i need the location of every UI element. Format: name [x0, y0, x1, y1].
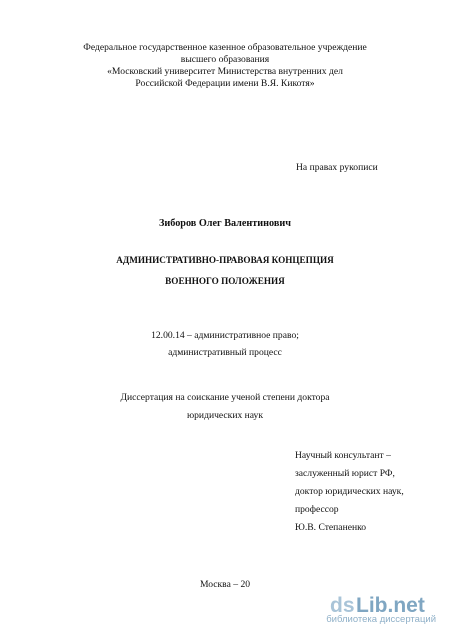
institution-line: Федеральное государственное казенное образовательное учреждение: [83, 42, 367, 53]
consultant-line: Научный консультант –: [295, 450, 391, 461]
consultant-line: профессор: [295, 504, 339, 515]
degree-block: [0, 392, 450, 422]
svg-text:Lib.net: Lib.net: [356, 594, 425, 616]
specialty-line: административный процесс: [168, 347, 282, 358]
degree-line: юридических наук: [186, 410, 264, 421]
title-line: АДМИНИСТРАТИВНО-ПРАВОВАЯ КОНЦЕПЦИЯ: [116, 255, 334, 265]
dissertation-title: [0, 254, 450, 287]
city-year: Москва – 20: [199, 579, 251, 590]
author-name: Зиборов Олег Валентинович: [159, 218, 291, 229]
consultant-line: доктор юридических наук,: [295, 486, 404, 497]
consultant-block: [295, 450, 404, 534]
consultant-line: заслуженный юрист РФ,: [295, 468, 395, 479]
title-line: ВОЕННОГО ПОЛОЖЕНИЯ: [165, 276, 285, 286]
watermark-caption: библиотека диссертаций: [326, 614, 436, 625]
institution-line: высшего образования: [180, 54, 270, 65]
svg-text:ds: ds: [330, 594, 355, 616]
dslib-logo: [324, 592, 436, 616]
rights-note: На правах рукописи: [296, 162, 378, 173]
dslib-watermark: [324, 592, 436, 632]
consultant-line: Ю.В. Степаненко: [295, 522, 367, 533]
institution-line: Российской Федерации имени В.Я. Кикотя»: [135, 78, 315, 89]
specialty-line: 12.00.14 – административное право;: [151, 330, 299, 341]
degree-line: Диссертация на соискание ученой степени доктора: [120, 392, 330, 403]
institution-block: [0, 42, 450, 90]
specialty-block: [0, 330, 450, 359]
institution-line: «Московский университет Министерства внутренних дел: [107, 66, 343, 77]
